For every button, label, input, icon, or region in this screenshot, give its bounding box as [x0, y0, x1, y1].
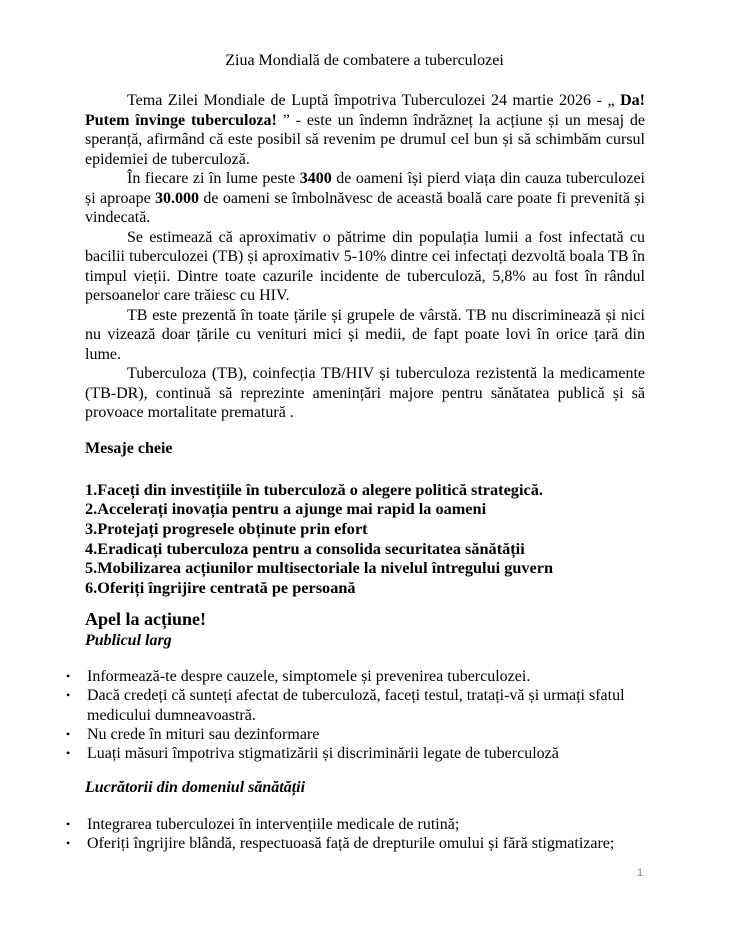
paragraph-threats: [85, 364, 645, 423]
paragraph-estimates: [85, 228, 645, 306]
text-run: Tema Zilei Mondiale de Luptă împotriva Tuberculozei 24 martie 2026 - „: [127, 92, 621, 109]
list-item: [66, 815, 656, 834]
call-to-action-heading: Apel la acțiune!: [85, 609, 206, 629]
text-run: TB este prezentă în toate țările și grupele de vârstă. TB nu discriminează și nici nu vizează doar țările cu venituri mici și medii, de fapt poate lovi în orice țară din lume.: [85, 306, 645, 363]
text-run: Se estimează că aproximativ o pătrime din populația lumii a fost infectată cu bacilii tuberculozei (TB) și aproximativ 5-10% dintre cei infectați dezvoltă boala TB în timpul vieții. Dintre toate cazurile incidente de tuberculoză, 5,8% au fost în rândul persoanelor care trăiesc cu HIV.: [85, 228, 645, 304]
list-item: [66, 834, 656, 853]
list-item-text: Dacă credeți că sunteți afectat de tuberculoză, faceți testul, tratați-vă și urmați sfatul medicului dumneavoastră.: [87, 687, 625, 724]
bullet-icon: •: [66, 836, 71, 851]
theme-slogan: Da! Putem învinge tuberculoza!: [85, 92, 645, 129]
list-item-text: Oferiți îngrijire blândă, respectuoasă față de drepturile omului și fără stigmatizare;: [87, 835, 615, 853]
text-run: Tuberculoza (TB), coinfecția TB/HIV și tuberculoza rezistentă la medicamente (TB-DR), continuă să reprezinte amenințări majore pentru sănătatea publică și să provoace mortalitate prematură .: [85, 365, 645, 421]
bullet-icon: •: [66, 688, 71, 703]
text-run: de oameni se îmbolnăvesc de această boală care poate fi prevenită și vindecată.: [85, 189, 645, 226]
list-item-text: Informează-te despre cauzele, simptomele și prevenirea tuberculozei.: [87, 668, 531, 685]
group-title-general-public: Publicul larg: [85, 632, 172, 649]
bullet-icon: •: [66, 746, 71, 761]
key-message-item: 6.Oferiți îngrijire centrată pe persoană: [85, 578, 356, 598]
document-title: Ziua Mondială de combatere a tuberculozei: [225, 52, 504, 69]
deaths-count: 3400: [299, 170, 332, 187]
list-item: [66, 686, 625, 725]
key-message-item: 2.Accelerați inovația pentru a ajunge mai rapid la oameni: [85, 499, 487, 519]
key-message-item: 3.Protejați progresele obținute prin efort: [85, 518, 368, 538]
list-item-text: Nu crede în mituri sau dezinformare: [87, 725, 320, 743]
intro-section: [85, 91, 645, 423]
list-item-text: Integrarea tuberculozei în intervențiile medicale de rutină;: [87, 816, 460, 833]
list-item: [66, 667, 656, 686]
text-run: ” - este un îndemn îndrăzneț la acțiune și un mesaj de speranță, afirmând că este posibil să revenim pe drumul cel bun și să schimbăm cursul epidemiei de tuberculoză.: [85, 111, 646, 168]
text-run: În fiecare zi în lume peste: [127, 170, 300, 187]
text-run: de oameni își pierd viața din cauza tuberculozei și aproape: [85, 170, 646, 207]
health-workers-list: [66, 815, 656, 854]
paragraph-theme: [85, 91, 645, 169]
cases-count: 30.000: [155, 189, 200, 207]
list-item: [66, 744, 656, 763]
bullet-icon: •: [66, 669, 71, 683]
bullet-icon: •: [66, 817, 71, 831]
key-message-item: 4.Eradicați tuberculoza pentru a consolida securitatea sănătății: [85, 538, 525, 558]
key-messages-heading: Mesaje cheie: [85, 440, 173, 457]
key-message-item: 5.Mobilizarea acțiunilor multisectoriale la nivelul întregului guvern: [85, 558, 554, 578]
list-item-text: Luați măsuri împotriva stigmatizării și discriminării legate de tuberculoză: [87, 745, 559, 763]
paragraph-statistics: [85, 169, 645, 228]
group-title-health-workers: Lucrătorii din domeniul sănătății: [85, 779, 306, 796]
paragraph-prevalence: [85, 306, 645, 365]
bullet-icon: •: [66, 726, 71, 741]
list-item: [66, 725, 656, 744]
general-public-list: [66, 667, 656, 763]
key-messages-section: [85, 439, 645, 598]
key-message-item: 1.Faceți din investițiile în tuberculoză o alegere politică strategică.: [85, 479, 543, 499]
page-number: 1: [637, 867, 644, 879]
